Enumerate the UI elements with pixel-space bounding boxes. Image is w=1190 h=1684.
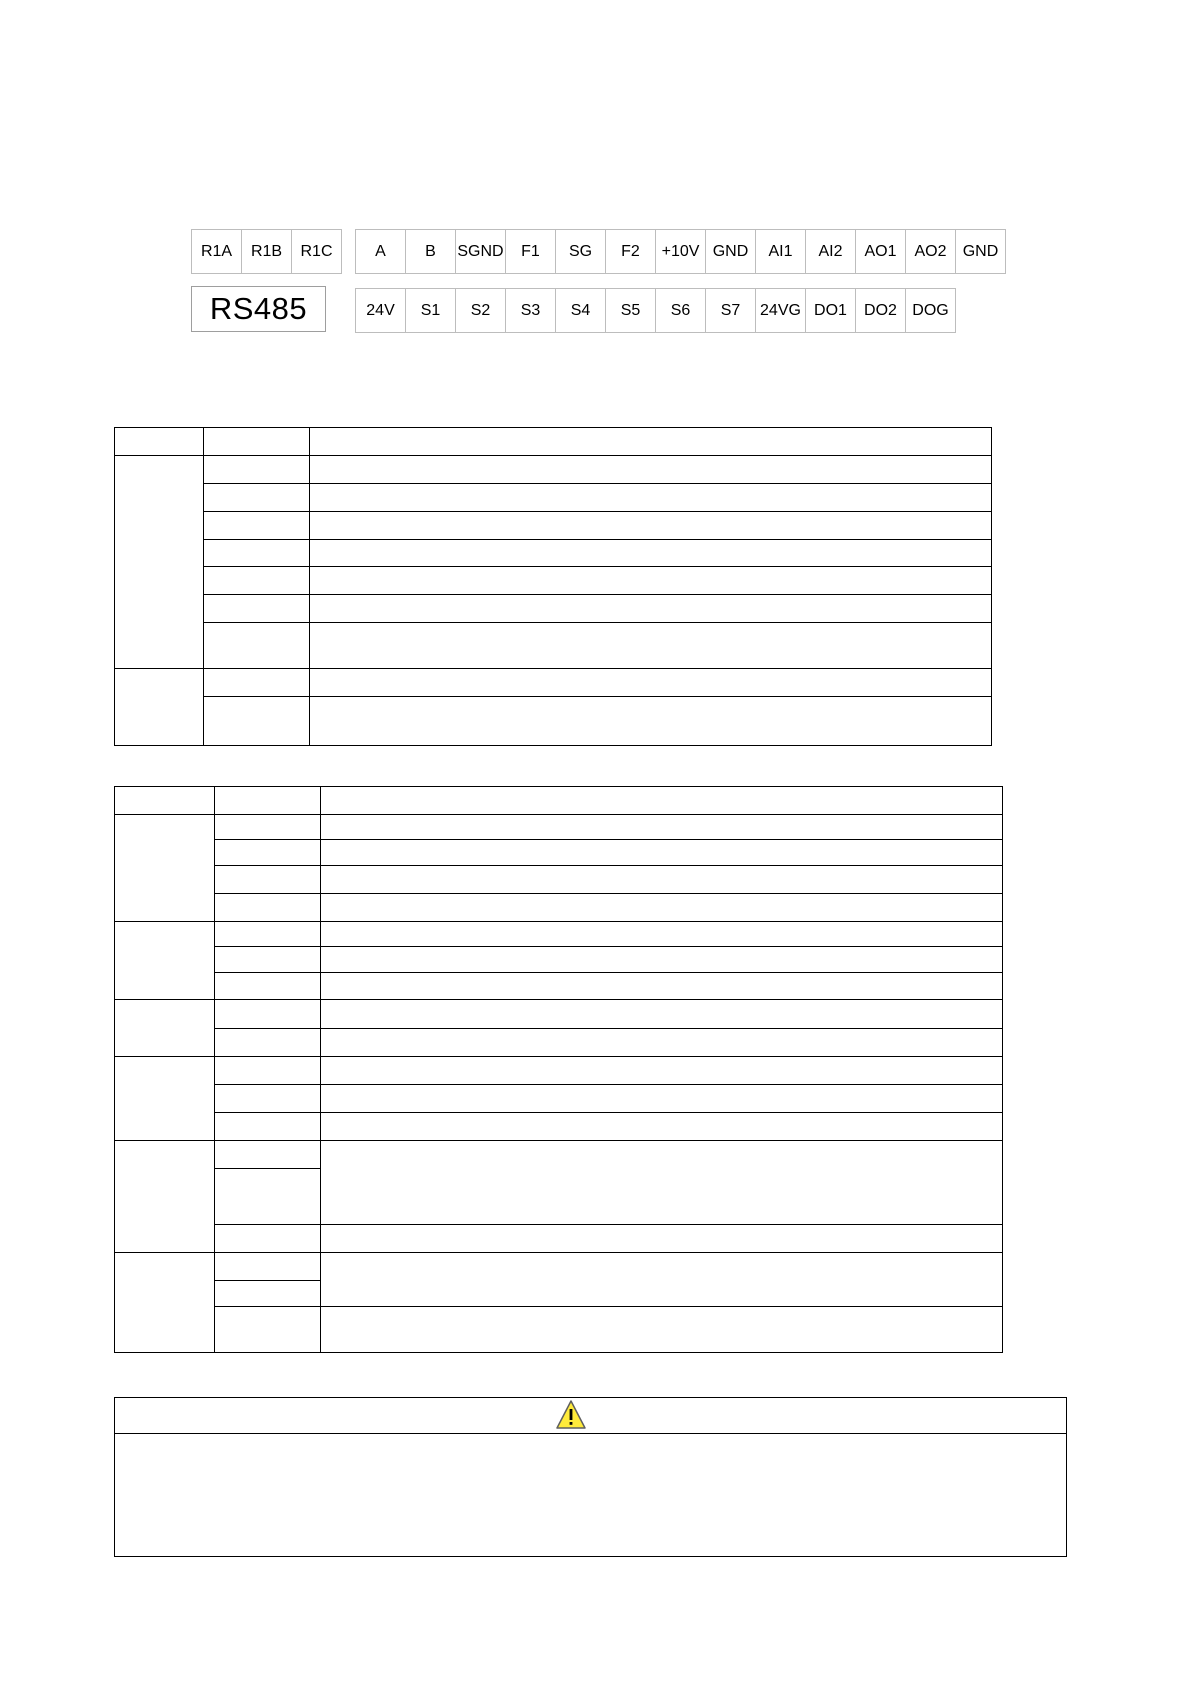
table-cell [321,866,1003,894]
caution-box [114,1397,1067,1557]
table-cell [310,697,992,746]
table-cell [215,1281,321,1307]
table-cell [204,484,310,512]
terminal-function-table-1 [114,427,992,746]
table-cell [204,428,310,456]
terminal-24vg: 24VG [755,288,806,333]
rs485-label: RS485 [191,286,326,332]
table-cell [321,947,1003,973]
table-cell [321,1057,1003,1085]
table-cell [115,428,204,456]
terminal-dog: DOG [905,288,956,333]
table-group-cell [115,1057,215,1141]
table-cell [310,623,992,669]
table-cell [215,1029,321,1057]
table-cell [204,567,310,595]
terminal-ao2: AO2 [905,229,956,274]
table-group-cell [115,456,204,669]
table-row [115,866,1003,894]
table-cell [321,973,1003,1000]
terminal-row-top-main [356,229,1006,274]
table-cell [215,1307,321,1353]
terminal-s1: S1 [405,288,456,333]
table-group-cell [115,1253,215,1353]
terminal-row-bottom [356,288,956,333]
table-group-cell [115,1000,215,1057]
terminal-ao1: AO1 [855,229,906,274]
table-cell [215,815,321,840]
table-row [115,1000,1003,1029]
table-cell [310,540,992,567]
table-cell [204,697,310,746]
table-header-row [115,787,1003,815]
table-cell [310,456,992,484]
table-cell [215,1000,321,1029]
terminal-24v: 24V [355,288,406,333]
terminal-gnd-2: GND [955,229,1006,274]
table-row [115,1057,1003,1085]
table-group-cell [115,815,215,922]
table-row [115,623,992,669]
table-cell [215,947,321,973]
table-cell [310,512,992,540]
terminal-do2: DO2 [855,288,906,333]
table-cell [215,1085,321,1113]
caution-header [115,1398,1066,1434]
table-cell [215,1057,321,1085]
terminal-a: A [355,229,406,274]
table-cell [310,595,992,623]
table-cell [204,540,310,567]
table-cell [321,1113,1003,1141]
table-group-cell [115,1141,215,1253]
table-row [115,947,1003,973]
table-cell [321,894,1003,922]
terminal-sg: SG [555,229,606,274]
table-row [115,1085,1003,1113]
table-merged-cell [321,1253,1003,1307]
table-cell [321,1307,1003,1353]
terminal-s4: S4 [555,288,606,333]
table-cell [321,1085,1003,1113]
table-cell [321,815,1003,840]
terminal-ai2: AI2 [805,229,856,274]
terminal-s2: S2 [455,288,506,333]
table-cell [321,1000,1003,1029]
table-row [115,512,992,540]
table-row [115,595,992,623]
table-row [115,815,1003,840]
table-group-cell [115,922,215,1000]
terminal-s7: S7 [705,288,756,333]
table-cell [204,623,310,669]
table-cell [321,1029,1003,1057]
table-cell [215,894,321,922]
table-cell [310,484,992,512]
table-cell [215,1141,321,1169]
terminal-s3: S3 [505,288,556,333]
table-cell [321,922,1003,947]
table-row [115,484,992,512]
table-cell [310,428,992,456]
table-row [115,1225,1003,1253]
terminal-r1c: R1C [291,229,342,274]
table-cell [204,595,310,623]
table-cell [321,787,1003,815]
table-header-row [115,428,992,456]
terminal-s5: S5 [605,288,656,333]
table-cell [310,567,992,595]
terminal-ai1: AI1 [755,229,806,274]
table-row [115,1113,1003,1141]
table-cell [204,512,310,540]
terminal-b: B [405,229,456,274]
table-cell [215,973,321,1000]
table-row [115,1029,1003,1057]
terminal-r1a: R1A [191,229,242,274]
terminal-10v: +10V [655,229,706,274]
table-group-cell [115,669,204,746]
table-cell [215,787,321,815]
table-merged-cell [321,1141,1003,1225]
table-row [115,697,992,746]
table-cell [215,866,321,894]
terminal-s6: S6 [655,288,706,333]
terminal-function-table-2 [114,786,1003,1353]
terminal-f2: F2 [605,229,656,274]
terminal-gnd: GND [705,229,756,274]
table-row [115,1307,1003,1353]
table-row [115,894,1003,922]
terminal-r1b: R1B [241,229,292,274]
table-cell [204,669,310,697]
table-row [115,1141,1003,1169]
table-cell [215,922,321,947]
table-cell [215,1169,321,1225]
table-cell [310,669,992,697]
table-row [115,922,1003,947]
table-row [115,840,1003,866]
terminal-sgnd: SGND [455,229,506,274]
terminal-do1: DO1 [805,288,856,333]
table-cell [204,456,310,484]
table-cell [215,1225,321,1253]
terminal-f1: F1 [505,229,556,274]
table-row [115,1253,1003,1281]
table-row [115,456,992,484]
table-row [115,973,1003,1000]
table-cell [321,840,1003,866]
terminal-row-top [192,229,342,274]
table-cell [115,787,215,815]
table-row [115,669,992,697]
table-cell [215,840,321,866]
table-row [115,540,992,567]
table-cell [215,1113,321,1141]
warning-triangle-icon [555,1399,587,1430]
table-row [115,567,992,595]
table-cell [321,1225,1003,1253]
table-cell [215,1253,321,1281]
